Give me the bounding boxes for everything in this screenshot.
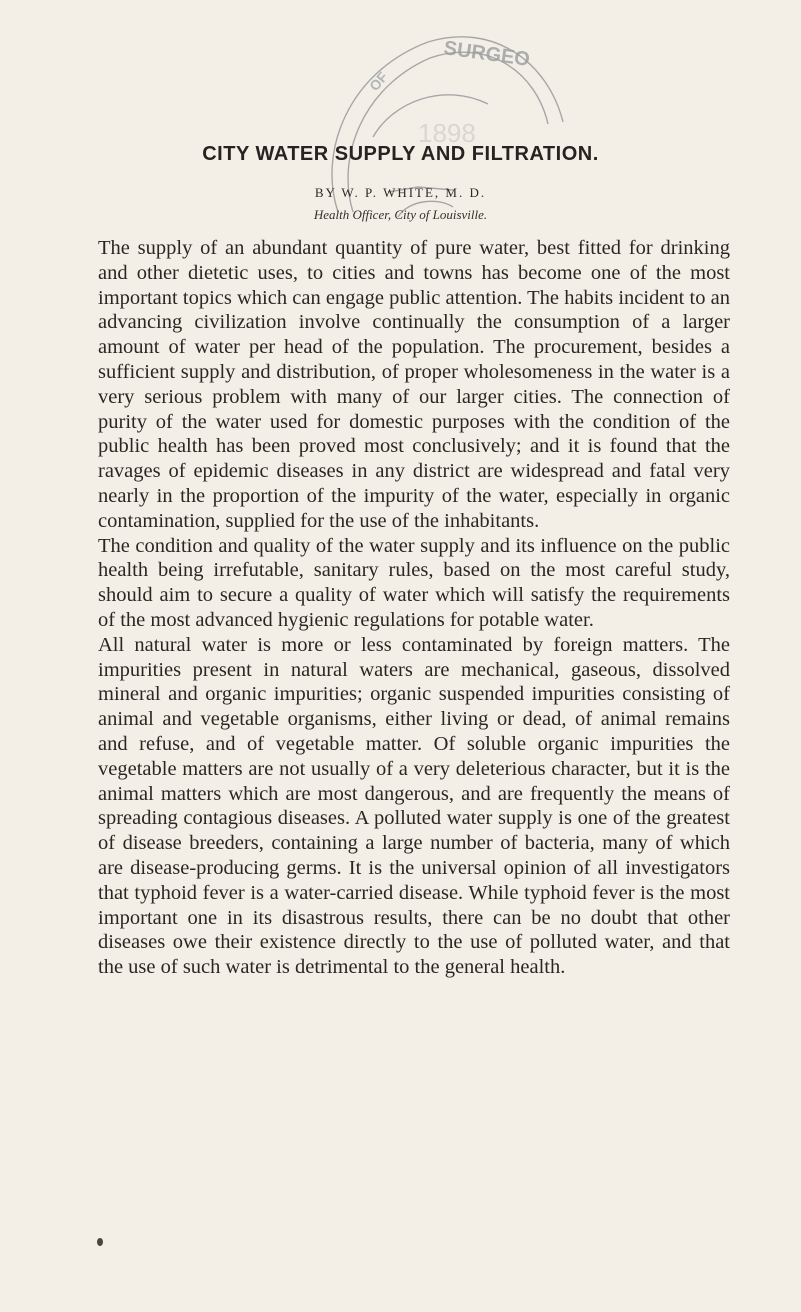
author-byline: BY W. P. WHITE, M. D. xyxy=(314,185,487,200)
author-affiliation: Health Officer, City of Louisville. xyxy=(313,207,488,222)
paragraph-1: The supply of an abundant quantity of pure water, best fitted for drinking and other dietetic uses, to cities and towns has become one of the most important topics which can engage public attention. The habits incident to an advancing civilization involve continually the consumption of a larger amount of water per head of the population. The procurement, besides a sufficient supply and distribution, of proper wholesomeness in the water is a very serious problem with many of our larger cities. The connection of purity of the water used for domestic purposes with the condition of the public health has been proved most conclusively; and it is found that the ravages of epidemic diseases in any district are widespread and fatal very nearly in the proportion of the impurity of the water, especially in organic contamination, supplied for the use of the inhabitants. xyxy=(98,237,730,532)
paragraph-3: All natural water is more or less contaminated by foreign matters. The impurities present in natural waters are mechanical, gaseous, dissolved mineral and organic impurities; organic suspended impurities consisting of animal and vegetable organisms, either living or dead, of animal remains and refuse, and of vegetable matter. Of soluble organic impurities the vegetable matters are not usually of a very deleterious character, but it is the animal matters which are most dangerous, and are frequently the means of spreading contagious diseases. A polluted water supply is one of the greatest of disease breeders, containing a large number of bacteria, many of which are disease-producing germs. It is the universal opinion of all investigators that typhoid fever is a water-carried disease. While typhoid fever is the most important one in its disastrous results, there can be no doubt that other diseases owe their existence directly to the use of polluted water, and that the use of such water is detrimental to the general health. xyxy=(98,633,730,979)
paragraph-2: The condition and quality of the water supply and its influence on the public health being irrefutable, sanitary rules, based on the most careful study, should aim to secure a quality of water which will satisfy the requirements of the most advanced hygienic regulations for potable water. xyxy=(98,534,730,631)
stamp-text-side: OF xyxy=(366,68,391,94)
page-title: CITY WATER SUPPLY AND FILTRATION. xyxy=(202,143,599,165)
stamp-text-year: 1898 xyxy=(418,118,476,148)
article-body xyxy=(98,236,730,980)
ink-speck xyxy=(97,1238,103,1246)
stamp-text-top: SURGEO xyxy=(442,37,532,72)
